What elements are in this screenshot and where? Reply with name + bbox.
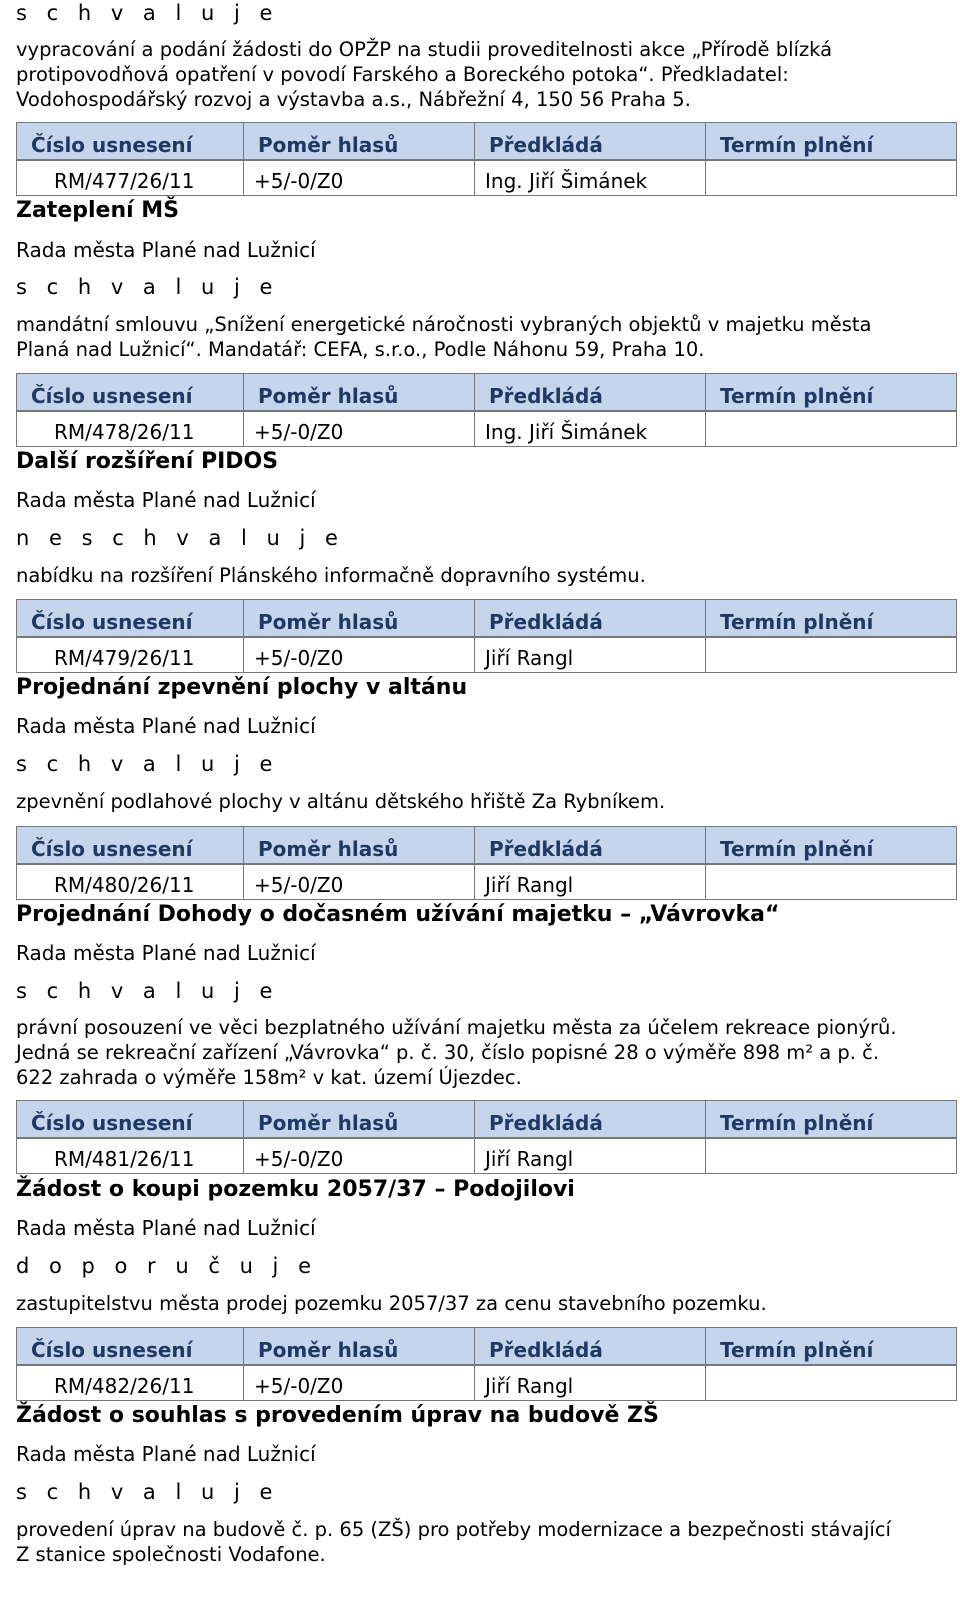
header-resolution-number: Číslo usnesení — [16, 599, 244, 637]
resolution-verb: s c h v a l u j e — [16, 1480, 279, 1504]
resolution-title: Projednání zpevnění plochy v altánu — [16, 675, 468, 700]
resolution-number: RM/482/26/11 — [16, 1365, 244, 1401]
paragraph-line: zpevnění podlahové plochy v altánu dětského hřiště Za Rybníkem. — [16, 790, 666, 813]
resolution-verb: s c h v a l u j e — [16, 979, 279, 1003]
council-name: Rada města Plané nad Lužnicí — [16, 714, 316, 738]
vote-ratio: +5/-0/Z0 — [243, 637, 475, 673]
header-resolution-number: Číslo usnesení — [16, 1327, 244, 1365]
resolution-title: Projednání Dohody o dočasném užívání majetku – „Vávrovka“ — [16, 902, 780, 927]
header-vote-ratio: Poměr hlasů — [243, 1327, 475, 1365]
council-name: Rada města Plané nad Lužnicí — [16, 1216, 316, 1240]
resolution-data-row — [16, 160, 957, 196]
resolution-verb: s c h v a l u j e — [16, 752, 279, 776]
deadline — [705, 411, 957, 447]
resolution-header-row — [16, 1100, 957, 1138]
header-resolution-number: Číslo usnesení — [16, 122, 244, 160]
resolution-header-row — [16, 373, 957, 411]
resolution-verb: d o p o r u č u j e — [16, 1254, 318, 1278]
resolution-number: RM/479/26/11 — [16, 637, 244, 673]
paragraph-line: Vodohospodářský rozvoj a výstavba a.s., Nábřežní 4, 150 56 Praha 5. — [16, 88, 691, 111]
header-presenter: Předkládá — [474, 1327, 706, 1365]
header-presenter: Předkládá — [474, 1100, 706, 1138]
resolution-title: Zateplení MŠ — [16, 198, 180, 223]
paragraph-line: zastupitelstvu města prodej pozemku 2057/37 za cenu stavebního pozemku. — [16, 1292, 767, 1315]
resolution-header-row — [16, 826, 957, 864]
paragraph-line: protipovodňová opatření v povodí Farského a Boreckého potoka“. Předkladatel: — [16, 63, 789, 86]
resolution-title: Žádost o souhlas s provedením úprav na budově ZŠ — [16, 1403, 659, 1428]
resolution-verb: s c h v a l u j e — [16, 275, 279, 299]
deadline — [705, 1365, 957, 1401]
header-vote-ratio: Poměr hlasů — [243, 373, 475, 411]
council-name: Rada města Plané nad Lužnicí — [16, 1442, 316, 1466]
header-presenter: Předkládá — [474, 122, 706, 160]
paragraph-line: mandátní smlouvu „Snížení energetické náročnosti vybraných objektů v majetku města — [16, 313, 872, 336]
paragraph-line: Z stanice společnosti Vodafone. — [16, 1543, 326, 1566]
council-name: Rada města Plané nad Lužnicí — [16, 941, 316, 965]
paragraph-line: vypracování a podání žádosti do OPŽP na studii proveditelnosti akce „Přírodě blízká — [16, 38, 833, 61]
header-deadline: Termín plnění — [705, 1100, 957, 1138]
header-deadline: Termín plnění — [705, 122, 957, 160]
resolution-number: RM/481/26/11 — [16, 1138, 244, 1174]
paragraph-line: provedení úprav na budově č. p. 65 (ZŠ) pro potřeby modernizace a bezpečnosti stávající — [16, 1518, 891, 1541]
presenter: Jiří Rangl — [474, 1138, 706, 1174]
deadline — [705, 637, 957, 673]
resolution-number: RM/478/26/11 — [16, 411, 244, 447]
header-vote-ratio: Poměr hlasů — [243, 1100, 475, 1138]
header-presenter: Předkládá — [474, 599, 706, 637]
presenter: Ing. Jiří Šimánek — [474, 411, 706, 447]
resolution-data-row — [16, 864, 957, 900]
presenter: Jiří Rangl — [474, 864, 706, 900]
resolution-data-row — [16, 1365, 957, 1401]
resolution-title: Další rozšíření PIDOS — [16, 449, 279, 474]
presenter: Jiří Rangl — [474, 1365, 706, 1401]
header-vote-ratio: Poměr hlasů — [243, 122, 475, 160]
resolution-data-row — [16, 637, 957, 673]
vote-ratio: +5/-0/Z0 — [243, 1365, 475, 1401]
header-presenter: Předkládá — [474, 373, 706, 411]
header-deadline: Termín plnění — [705, 826, 957, 864]
paragraph-line: Jedná se rekreační zařízení „Vávrovka“ p. č. 30, číslo popisné 28 o výměře 898 m² a p. č. — [16, 1041, 880, 1064]
council-name: Rada města Plané nad Lužnicí — [16, 238, 316, 262]
header-resolution-number: Číslo usnesení — [16, 1100, 244, 1138]
header-resolution-number: Číslo usnesení — [16, 826, 244, 864]
paragraph-line: Planá nad Lužnicí“. Mandatář: CEFA, s.r.o., Podle Náhonu 59, Praha 10. — [16, 338, 705, 361]
header-presenter: Předkládá — [474, 826, 706, 864]
vote-ratio: +5/-0/Z0 — [243, 1138, 475, 1174]
deadline — [705, 1138, 957, 1174]
resolution-data-row — [16, 1138, 957, 1174]
header-deadline: Termín plnění — [705, 599, 957, 637]
vote-ratio: +5/-0/Z0 — [243, 160, 475, 196]
header-vote-ratio: Poměr hlasů — [243, 826, 475, 864]
resolution-verb: n e s c h v a l u j e — [16, 526, 345, 550]
header-vote-ratio: Poměr hlasů — [243, 599, 475, 637]
header-deadline: Termín plnění — [705, 1327, 957, 1365]
resolution-header-row — [16, 599, 957, 637]
vote-ratio: +5/-0/Z0 — [243, 864, 475, 900]
resolution-number: RM/477/26/11 — [16, 160, 244, 196]
paragraph-line: právní posouzení ve věci bezplatného užívání majetku města za účelem rekreace pionýrů. — [16, 1016, 897, 1039]
presenter: Jiří Rangl — [474, 637, 706, 673]
resolution-data-row — [16, 411, 957, 447]
paragraph-line: nabídku na rozšíření Plánského informačně dopravního systému. — [16, 564, 646, 587]
resolution-verb: s c h v a l u j e — [16, 1, 279, 25]
resolution-header-row — [16, 1327, 957, 1365]
header-deadline: Termín plnění — [705, 373, 957, 411]
presenter: Ing. Jiří Šimánek — [474, 160, 706, 196]
resolution-title: Žádost o koupi pozemku 2057/37 – Podojilovi — [16, 1177, 575, 1202]
resolution-header-row — [16, 122, 957, 160]
paragraph-line: 622 zahrada o výměře 158m² v kat. území Újezdec. — [16, 1066, 522, 1089]
vote-ratio: +5/-0/Z0 — [243, 411, 475, 447]
deadline — [705, 864, 957, 900]
header-resolution-number: Číslo usnesení — [16, 373, 244, 411]
deadline — [705, 160, 957, 196]
council-name: Rada města Plané nad Lužnicí — [16, 488, 316, 512]
resolution-number: RM/480/26/11 — [16, 864, 244, 900]
